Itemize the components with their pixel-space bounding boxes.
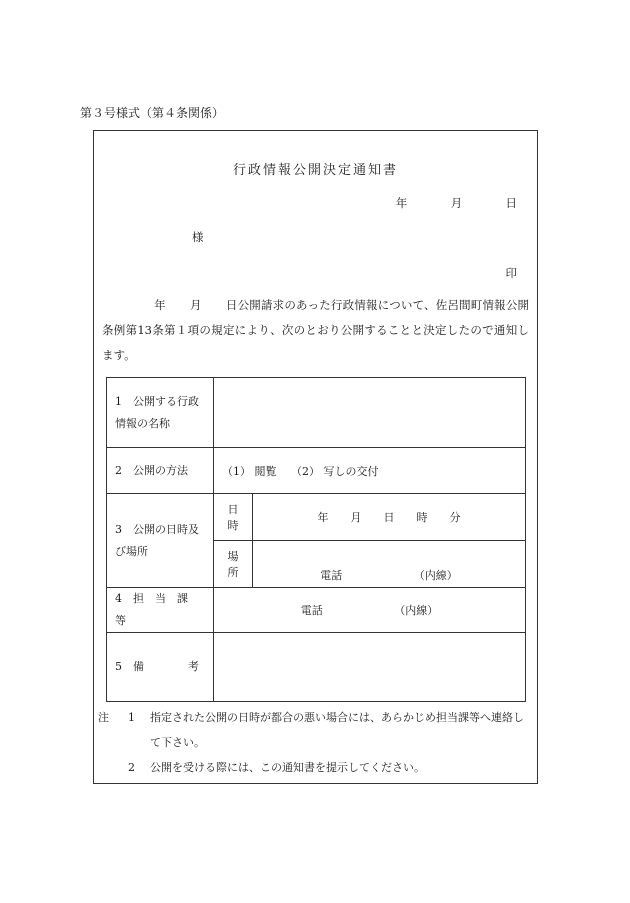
sub-place-phone: 電話 （内線） <box>253 541 526 588</box>
sub-datetime-value: 年 月 日 時 分 <box>253 494 526 541</box>
row-info-name-label: 1 公開する行政情報の名称 <box>107 378 214 448</box>
date-day: 日 <box>505 196 517 210</box>
issue-date <box>390 195 517 211</box>
row-dept-label: 4 担 当 課 等 <box>107 588 214 633</box>
note-item <box>94 755 529 780</box>
body-text: 日公開請求のあった行政情報について、佐呂間町情報公開条例第13条第１項の規定により、次のとおり公開することと決定したので通知します。 <box>102 298 530 362</box>
row-method-label: 2 公開の方法 <box>107 448 214 494</box>
note-text: 指定された公開の日時が都合の悪い場合には、あらかじめ担当課等へ連絡して下さい。 <box>150 711 524 749</box>
date-year: 年 <box>395 196 408 210</box>
row-remarks-label: 5 備 考 <box>107 633 214 702</box>
document-title: 行政情報公開決定通知書 <box>232 163 398 178</box>
notice-body <box>102 293 529 368</box>
date-month: 月 <box>450 196 463 210</box>
note-number: 1 <box>128 711 135 724</box>
addressee-suffix: 様 <box>192 230 204 244</box>
note-head: 注 <box>98 711 109 724</box>
seal-mark: 印 <box>505 266 517 280</box>
row-info-name-value <box>214 378 526 448</box>
sub-datetime-label: 日 時 <box>214 494 253 541</box>
disclosure-table <box>106 377 526 702</box>
notice-frame <box>93 130 538 784</box>
row-method-value: （1） 閲覧 （2） 写しの交付 <box>214 448 526 494</box>
note-item <box>94 705 529 755</box>
form-number: 第３号様式（第４条関係） <box>80 106 225 120</box>
note-text: 公開を受ける際には、この通知書を提示してください。 <box>150 761 425 774</box>
body-year: 年 <box>154 298 166 312</box>
row-datetime-place-label: 3 公開の日時及び場所 <box>107 494 214 588</box>
body-month: 月 <box>189 298 202 312</box>
row-remarks-value <box>214 633 526 702</box>
row-dept-phone: 電話 （内線） <box>214 588 526 633</box>
notes <box>94 705 529 780</box>
note-number: 2 <box>128 761 135 774</box>
sub-place-label: 場 所 <box>214 541 253 588</box>
